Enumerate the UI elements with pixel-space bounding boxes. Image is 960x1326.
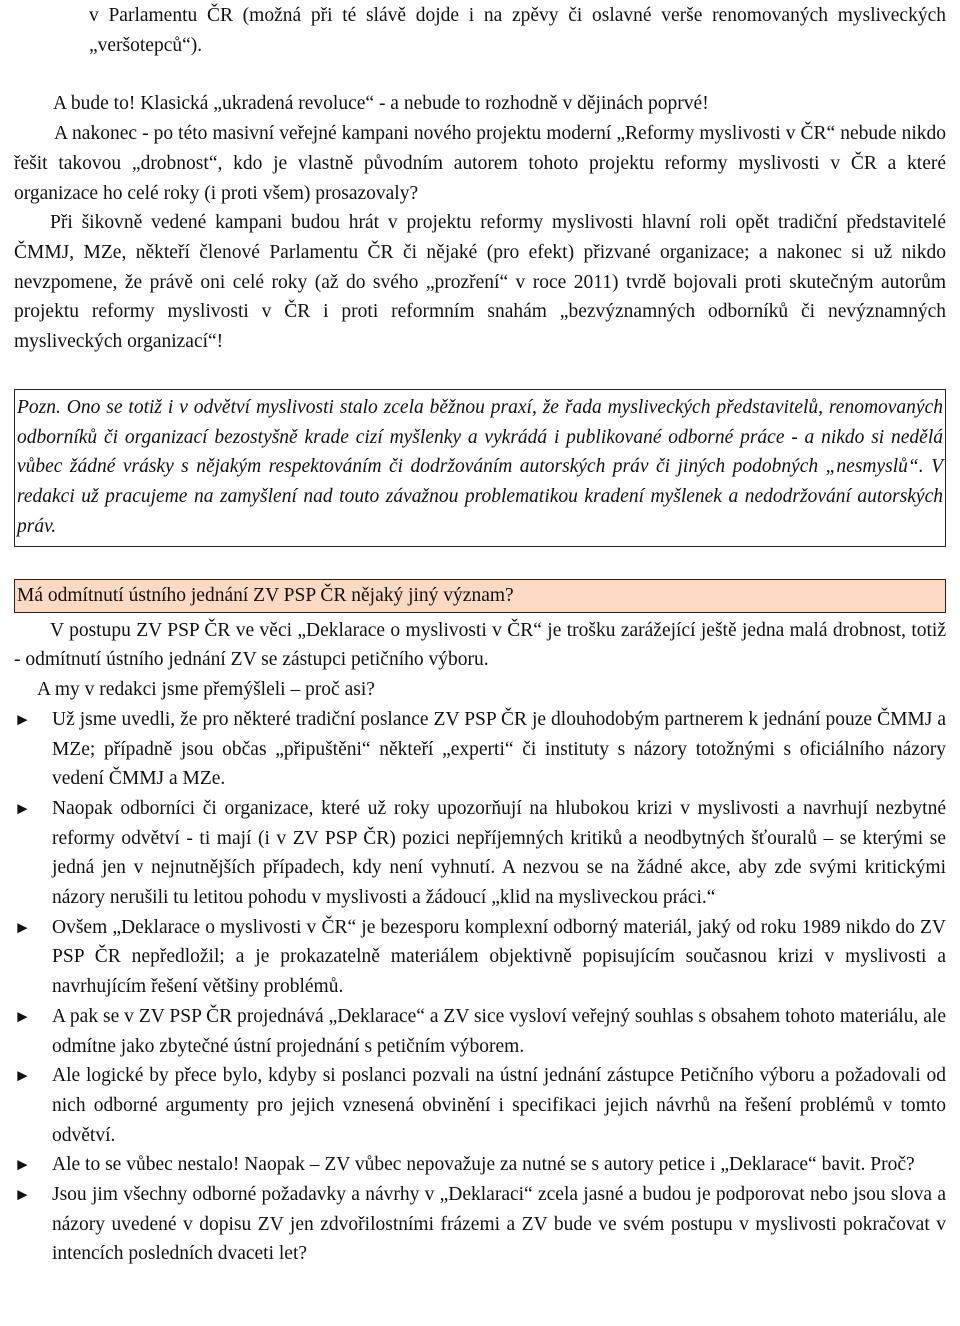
intro-paragraph-3: A nakonec - po této masivní veřejné kampani nového projektu moderní „Reformy myslivosti v ČR“ nebude nikdo řešit takovou „drobnost“, kdo je vlastně původním autorem tohoto projektu reformy myslivosti v ČR a které organizace ho celé roky (i proti všem) prosazovaly? [14, 123, 946, 204]
bullet-arrow-icon: ► [14, 798, 31, 818]
bullet-item-5 [14, 1061, 946, 1150]
note-text-tail: V redakci už pracujeme na zamyšlení nad touto závažnou problematikou kradení myšlenek a nedodržování autorských práv. [17, 456, 943, 537]
bullet-item-6 [14, 1150, 946, 1180]
paragraph-gap [14, 60, 946, 89]
document-page [14, 0, 946, 1269]
note-text-main: Pozn. Ono se totiž i v odvětví myslivosti stalo zcela běžnou praxí, že řada mysliveckých představitelů, renomovaných odborníků či organizací bezostyšně krade cizí myšlenky a vykrádá i publikované odborné práce - a nikdo si nedělá vůbec žádné vrásky s nějakým respektováním či dodržováním autorských práv či jiných podobných „nesmyslů“. [17, 396, 943, 478]
bullet-text: Jsou jim všechny odborné požadavky a návrhy v „Deklaraci“ zcela jasné a budou je podporovat nebo jsou slova a názory uvedené v dopisu ZV jen zdvořilostními frázemi a ZV bude ve svém postupu v myslivosti pokračovat v intencích posledních dvaceti let? [52, 1184, 946, 1265]
bullet-text: Už jsme uvedli, že pro některé tradiční poslance ZV PSP ČR je dlouhodobým partnerem k jednání pouze ČMMJ a MZe; případně jsou občas „připuštěni“ někteří „experti“ či instituty s názory totožnými s oficiálního názory vedení ČMMJ a MZe. [52, 708, 946, 790]
intro-paragraph-1: v Parlamentu ČR (možná při té slávě dojde i na zpěvy či oslavné verše renomovaných mysliveckých „veršotepců“). [89, 5, 946, 56]
note-box [14, 389, 946, 547]
bullet-item-7 [14, 1180, 946, 1269]
bullet-text: Naopak odborníci či organizace, které už roky upozorňují na hlubokou krizi v myslivosti a navrhují nezbytné reformy odvětví - ti mají (i v ZV PSP ČR) pozici nepříjemných kritiků a neodbytných šťouralů – se kterými se jedná jen v nejnutnějších případech, kdy není vyhnutí. A nezvou se na žádné akce, aby zde svými kritickými názory nerušili tu letitou pohodu v myslivosti a žádoucí „klid na mysliveckou práci.“ [52, 797, 946, 909]
bullet-text: Ale to se vůbec nestalo! Naopak – ZV vůbec nepovažuje za nutné se s autory petice i „Deklarace“ bavit. Proč? [52, 1154, 915, 1176]
bullet-list [14, 705, 946, 1269]
question-heading-box [14, 579, 946, 613]
note-text [17, 393, 943, 542]
bullet-arrow-icon: ► [14, 917, 31, 937]
bullet-item-3 [14, 913, 946, 1002]
intro-paragraph-4: Při šikovně vedené kampani budou hrát v projektu reformy myslivosti hlavní roli opět tradiční představitelé ČMMJ, MZe, někteří členové Parlamentu ČR či nějaké (pro efekt) přizvané organizace; a nakonec si už nikdo nevzpomene, že právě oni celé roky (až do svého „prozření“ v roce 2011) tvrdě bojovali proti skutečným autorům projektu reformy myslivosti v ČR i proti reformním snahám „bezvýznamných odborníků či nevýznamných mysliveckých organizací“! [14, 212, 946, 353]
bullet-arrow-icon: ► [14, 1185, 31, 1205]
bullet-item-4 [14, 1002, 946, 1061]
question-heading: Má odmítnutí ústního jednání ZV PSP ČR nějaký jiný význam? [17, 584, 514, 606]
bullet-arrow-icon: ► [14, 709, 31, 729]
bullet-item-2 [14, 794, 946, 913]
bullet-arrow-icon: ► [14, 1006, 31, 1026]
bullet-text: Ovšem „Deklarace o myslivosti v ČR“ je bezesporu komplexní odborný materiál, jaký od roku 1989 nikdo do ZV PSP ČR nepředložil; a je prokazatelně materiálem objektivně popisujícím současnou krizi v myslivosti a navrhujícím řešení většiny problémů. [52, 916, 946, 998]
bullet-arrow-icon: ► [14, 1155, 31, 1175]
body-paragraph-1: V postupu ZV PSP ČR ve věci „Deklarace o myslivosti v ČR“ je trošku zarážející ještě jedna malá drobnost, totiž - odmítnutí ústního jednání ZV se zástupci petičního výboru. [14, 619, 946, 671]
bullet-arrow-icon: ► [14, 1066, 31, 1086]
bullet-text: Ale logické by přece bylo, kdyby si poslanci pozvali na ústní jednání zástupce Petičního výboru a požadovali od nich odborné argumenty pro jejich vznesená obvinění i specifikaci jejich návrhů na řešení problémů v tomto odvětví. [52, 1065, 946, 1146]
bullet-text: A pak se v ZV PSP ČR projednává „Deklarace“ a ZV sice vysloví veřejný souhlas s obsahem tohoto materiálu, ale odmítne jako zbytečné ústní projednání s petičním výborem. [52, 1005, 946, 1057]
bullet-item-1 [14, 705, 946, 794]
intro-paragraph-2: A bude to! Klasická „ukradená revoluce“ - a nebude to rozhodně v dějinách poprvé! [53, 93, 709, 115]
body-paragraph-2: A my v redakci jsme přemýšleli – proč asi? [37, 679, 375, 701]
